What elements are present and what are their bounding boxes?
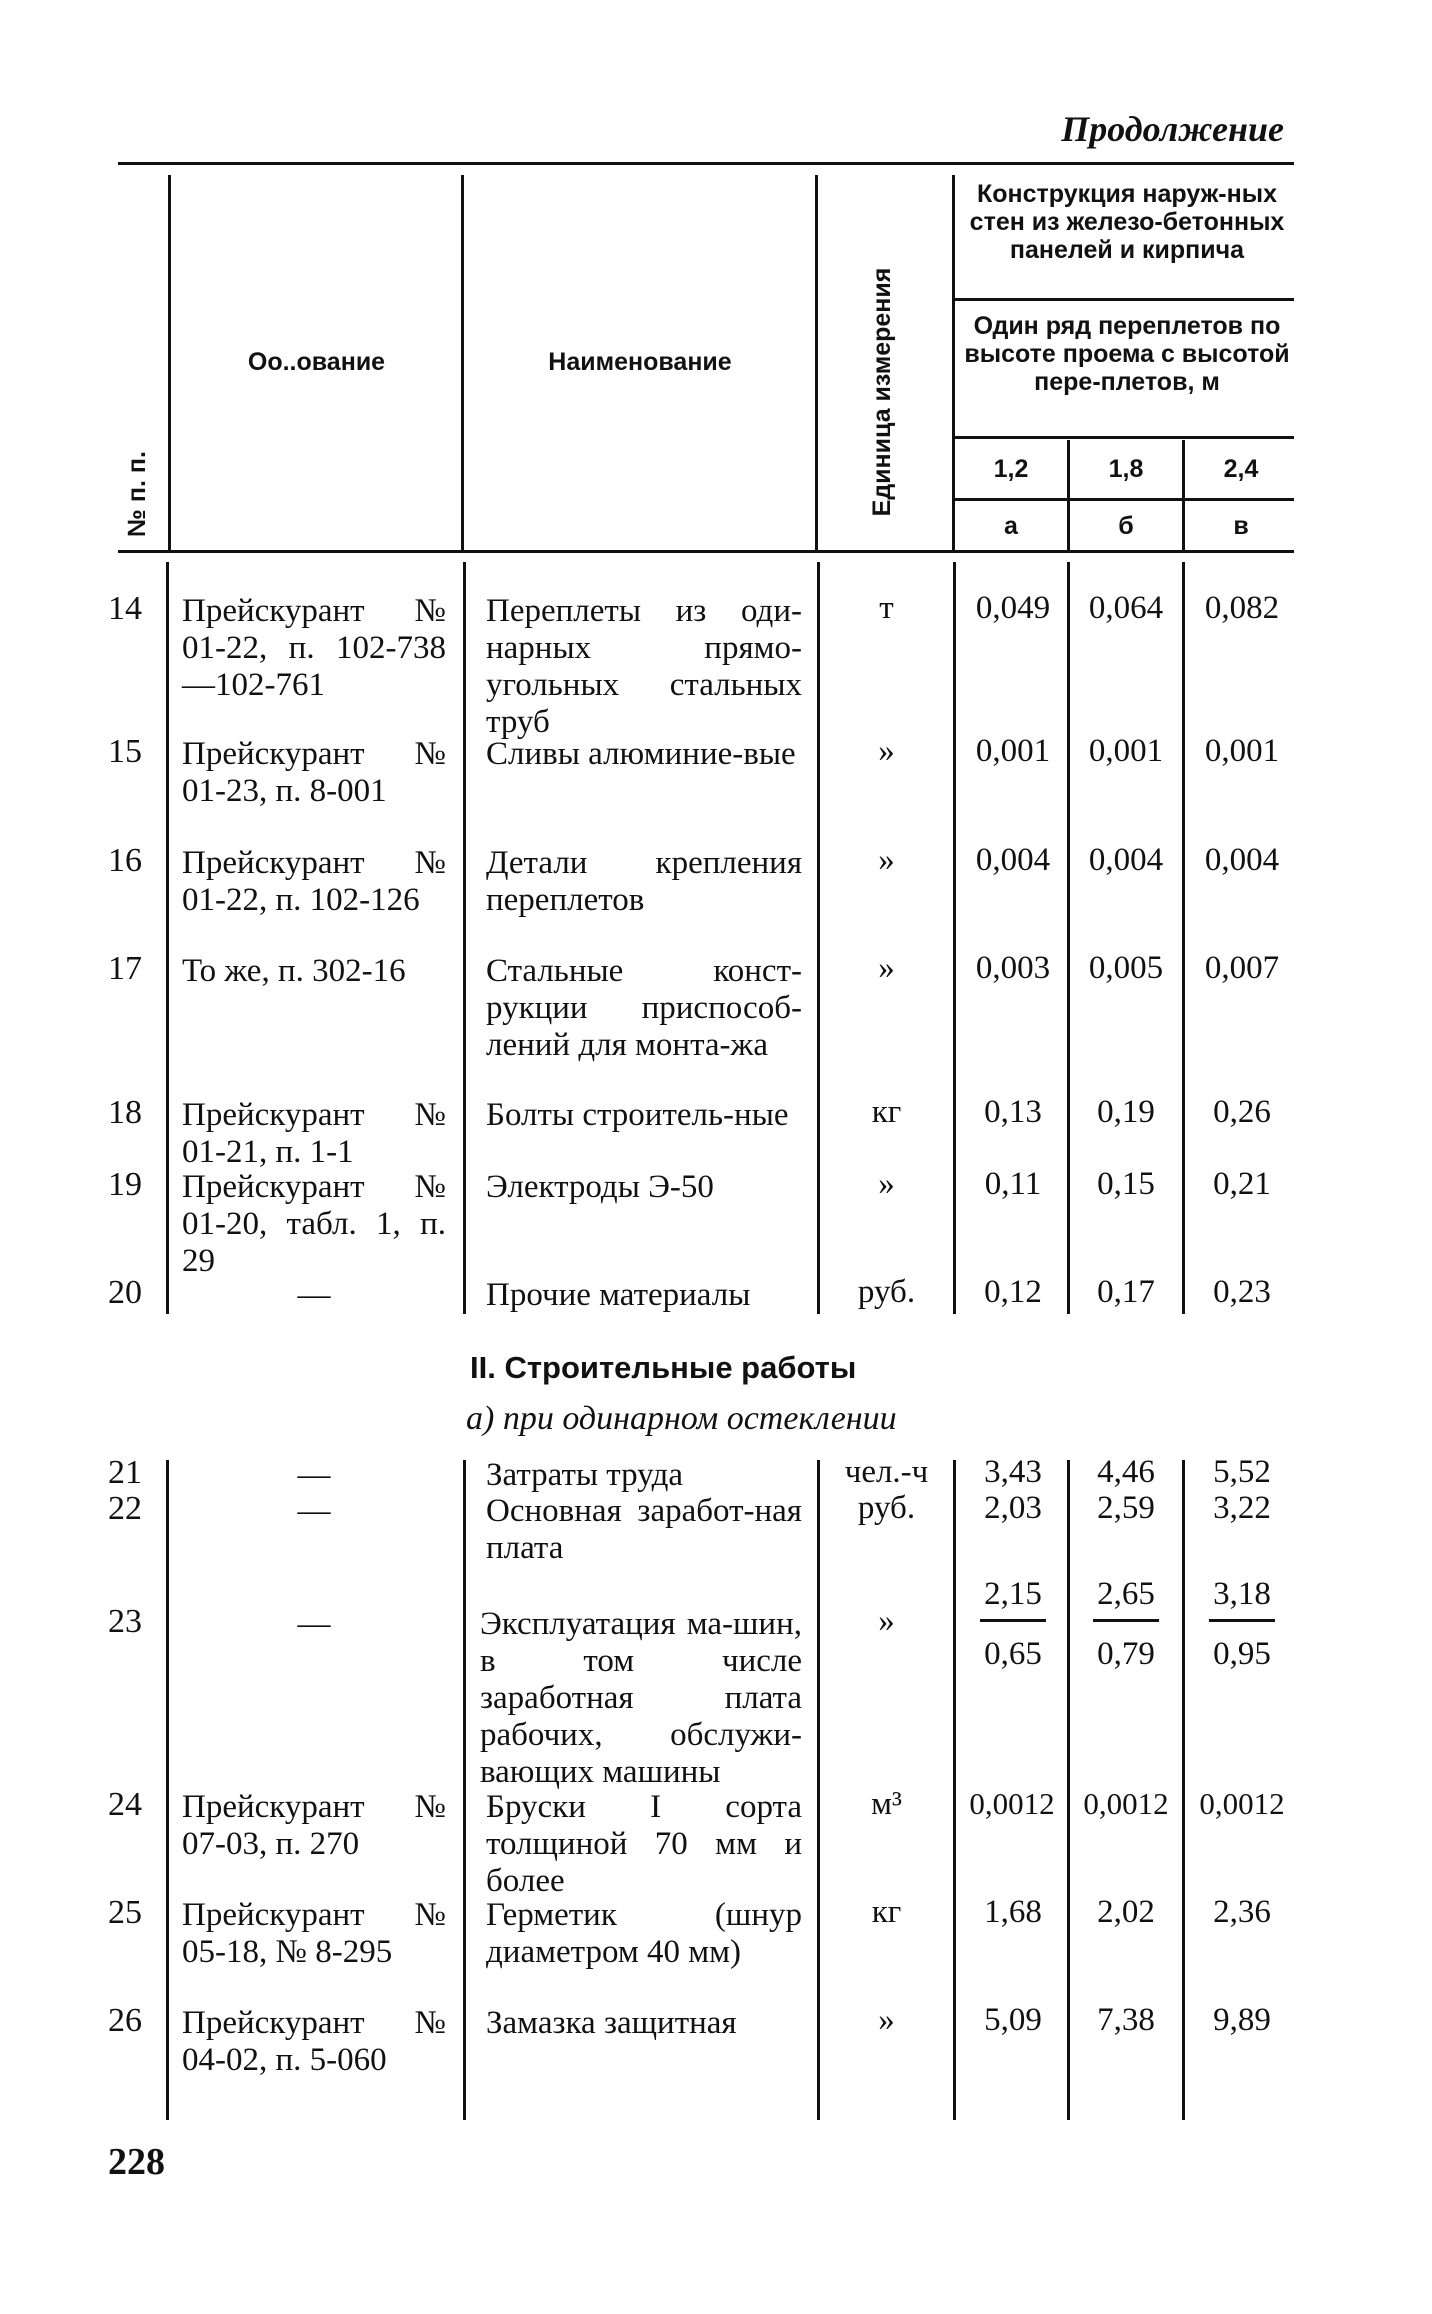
body2-divider-1: [166, 1460, 169, 2120]
header-letter-b: б: [1118, 512, 1134, 540]
row-value-a: 3,43: [984, 1454, 1042, 1490]
value-wages: 0,65: [984, 1636, 1042, 1672]
row-value-c: 0,26: [1213, 1094, 1271, 1130]
row-unit: руб.: [857, 1274, 916, 1310]
row-number: 25: [108, 1894, 142, 1931]
row-unit: »: [878, 1603, 895, 1639]
row-value-b: 0,0012: [1083, 1786, 1169, 1821]
row-name: Затраты труда: [486, 1457, 684, 1493]
row-basis: Прейскурант № 01-20, табл. 1, п. 29: [182, 1169, 446, 1279]
row-value-b: 2,02: [1097, 1894, 1155, 1930]
value-total: 2,65: [1093, 1576, 1159, 1622]
row-unit: т: [879, 590, 894, 626]
row-value-b: 0,001: [1088, 733, 1164, 769]
row-value-c: 0,23: [1213, 1274, 1271, 1310]
row-value-c: 0,0012: [1199, 1786, 1285, 1821]
row-name: Детали крепления переплетов: [486, 845, 802, 918]
row-unit: »: [878, 842, 895, 878]
row-unit: кг: [871, 1894, 902, 1930]
row-unit: руб.: [857, 1490, 916, 1526]
section-title: II. Строительные работы: [470, 1350, 857, 1385]
row-name: Электроды Э-50: [486, 1169, 714, 1205]
row-value-a: 0,13: [984, 1094, 1042, 1130]
header-divider-1: [168, 175, 171, 550]
row-unit: »: [878, 950, 895, 986]
row-unit: »: [878, 2002, 895, 2038]
row-unit: кг: [871, 1094, 902, 1130]
row-value-b: 0,005: [1088, 950, 1164, 986]
header-subgroup-title: Один ряд переплетов по высоте проема с высотой пере-плетов, м: [964, 312, 1290, 396]
row-name: Замазка защитная: [486, 2005, 737, 2041]
row-name: Герметик (шнур диаметром 40 мм): [486, 1897, 802, 1970]
row-value-a: 0,049: [975, 590, 1051, 626]
row-unit: м³: [871, 1786, 902, 1822]
value-total: 2,15: [980, 1576, 1046, 1622]
header-letter-c: в: [1233, 512, 1249, 540]
row-number: 15: [108, 733, 142, 770]
row-number: 18: [108, 1094, 142, 1131]
header-letter-a: а: [1004, 512, 1018, 540]
row-number: 20: [108, 1274, 142, 1311]
row-value-b: 4,46: [1097, 1454, 1155, 1490]
row-value-c: 3,22: [1213, 1490, 1271, 1526]
row-value-b: 2,59: [1097, 1490, 1155, 1526]
row-basis: —: [297, 1493, 331, 1529]
row-number: 19: [108, 1166, 142, 1203]
value-wages: 0,79: [1097, 1636, 1155, 1672]
subsection-title: а) при одинарном остеклении: [466, 1400, 897, 1437]
row-value-c: 2,36: [1213, 1894, 1271, 1930]
header-num: № п. п.: [123, 451, 151, 537]
row-basis: —: [297, 1277, 331, 1313]
row-name: Прочие материалы: [486, 1277, 751, 1313]
row-name: Болты строитель-ные: [486, 1097, 789, 1133]
header-divider-2: [461, 175, 464, 550]
row-value-c: 9,89: [1213, 2002, 1271, 2038]
row-value-a: 5,09: [984, 2002, 1042, 2038]
row-basis: Прейскурант № 01-21, п. 1-1: [182, 1097, 446, 1170]
row-name: Переплеты из оди-нарных прямо-угольных стальных труб: [486, 593, 802, 740]
row-value-a: 2,03: [984, 1490, 1042, 1526]
header-name: Наименование: [548, 348, 732, 376]
row-name: Стальные конст-рукции приспособ-лений для монта-жа: [486, 953, 802, 1063]
row-unit: »: [878, 733, 895, 769]
row-value-c: [1186, 1576, 1298, 1673]
row-value-b: 7,38: [1097, 2002, 1155, 2038]
row-name: Бруски I сорта толщиной 70 мм и более: [486, 1789, 802, 1899]
row-value-a: 0,003: [975, 950, 1051, 986]
row-basis: Прейскурант № 07-03, п. 270: [182, 1789, 446, 1862]
row-value-b: 0,19: [1097, 1094, 1155, 1130]
row-value-c: 0,001: [1204, 733, 1280, 769]
page-number: 228: [108, 2141, 165, 2183]
row-unit: чел.-ч: [844, 1454, 929, 1490]
row-value-a: 0,0012: [969, 1786, 1055, 1821]
row-value-c: 0,21: [1213, 1166, 1271, 1202]
body1-divider-6: [1182, 562, 1185, 1314]
row-value-b: 0,15: [1097, 1166, 1155, 1202]
row-number: 16: [108, 842, 142, 879]
row-basis: Прейскурант № 01-22, п. 102-126: [182, 845, 446, 918]
row-basis: Прейскурант № 05-18, № 8-295: [182, 1897, 446, 1970]
heights-rule: [955, 498, 1294, 501]
body2-divider-6: [1182, 1460, 1185, 2120]
row-number: 24: [108, 1786, 142, 1823]
row-value-a: 1,68: [984, 1894, 1042, 1930]
row-basis: —: [297, 1606, 331, 1642]
row-value-a: 0,001: [975, 733, 1051, 769]
row-value-c: 0,004: [1204, 842, 1280, 878]
body1-divider-2: [463, 562, 466, 1314]
value-total: 3,18: [1209, 1576, 1275, 1622]
row-unit: »: [878, 1166, 895, 1202]
row-name: Сливы алюминие-вые: [486, 736, 796, 772]
row-value-a: [958, 1576, 1068, 1673]
row-basis: Прейскурант № 01-23, п. 8-001: [182, 736, 446, 809]
row-number: 23: [108, 1603, 142, 1640]
row-name: Эксплуатация ма-шин, в том числе заработная плата рабочих, обслужи-вающих машины: [480, 1606, 802, 1790]
header-unit: Единица измерения: [868, 267, 896, 517]
row-basis: —: [297, 1457, 331, 1493]
row-number: 14: [108, 590, 142, 627]
row-value-b: [1070, 1576, 1182, 1673]
header-bottom-rule: [118, 550, 1294, 553]
header-height-1: 1,2: [993, 455, 1029, 483]
row-value-b: 0,17: [1097, 1274, 1155, 1310]
row-value-a: 0,11: [984, 1166, 1042, 1202]
header-group-title: Конструкция наруж-ных стен из железо-бетонных панелей и кирпича: [969, 180, 1285, 264]
header-height-2: 1,8: [1108, 455, 1144, 483]
header-top-rule: [118, 162, 1294, 165]
body1-divider-1: [166, 562, 169, 1314]
body2-divider-2: [463, 1460, 466, 2120]
row-name: Основная заработ-ная плата: [486, 1493, 802, 1566]
body1-divider-4: [953, 562, 956, 1314]
subgroup-rule: [955, 436, 1294, 439]
row-value-b: 0,064: [1088, 590, 1164, 626]
row-value-c: 0,007: [1204, 950, 1280, 986]
row-value-a: 0,004: [975, 842, 1051, 878]
row-value-c: 5,52: [1213, 1454, 1271, 1490]
group-rule: [955, 298, 1294, 301]
row-value-b: 0,004: [1088, 842, 1164, 878]
row-value-a: 0,12: [984, 1274, 1042, 1310]
continuation-label: Продолжение: [1061, 109, 1284, 149]
header-divider-4: [952, 175, 955, 550]
value-wages: 0,95: [1213, 1636, 1271, 1672]
row-number: 26: [108, 2002, 142, 2039]
row-number: 22: [108, 1490, 142, 1527]
row-basis: Прейскурант № 04-02, п. 5-060: [182, 2005, 446, 2078]
header-divider-3: [815, 175, 818, 550]
header-height-3: 2,4: [1223, 455, 1259, 483]
row-number: 21: [108, 1454, 142, 1491]
header-basis: Оо..ование: [247, 348, 386, 376]
row-number: 17: [108, 950, 142, 987]
row-value-c: 0,082: [1204, 590, 1280, 626]
row-basis: То же, п. 302-16: [182, 953, 406, 989]
row-basis: Прейскурант № 01-22, п. 102-738—102-761: [182, 593, 446, 703]
